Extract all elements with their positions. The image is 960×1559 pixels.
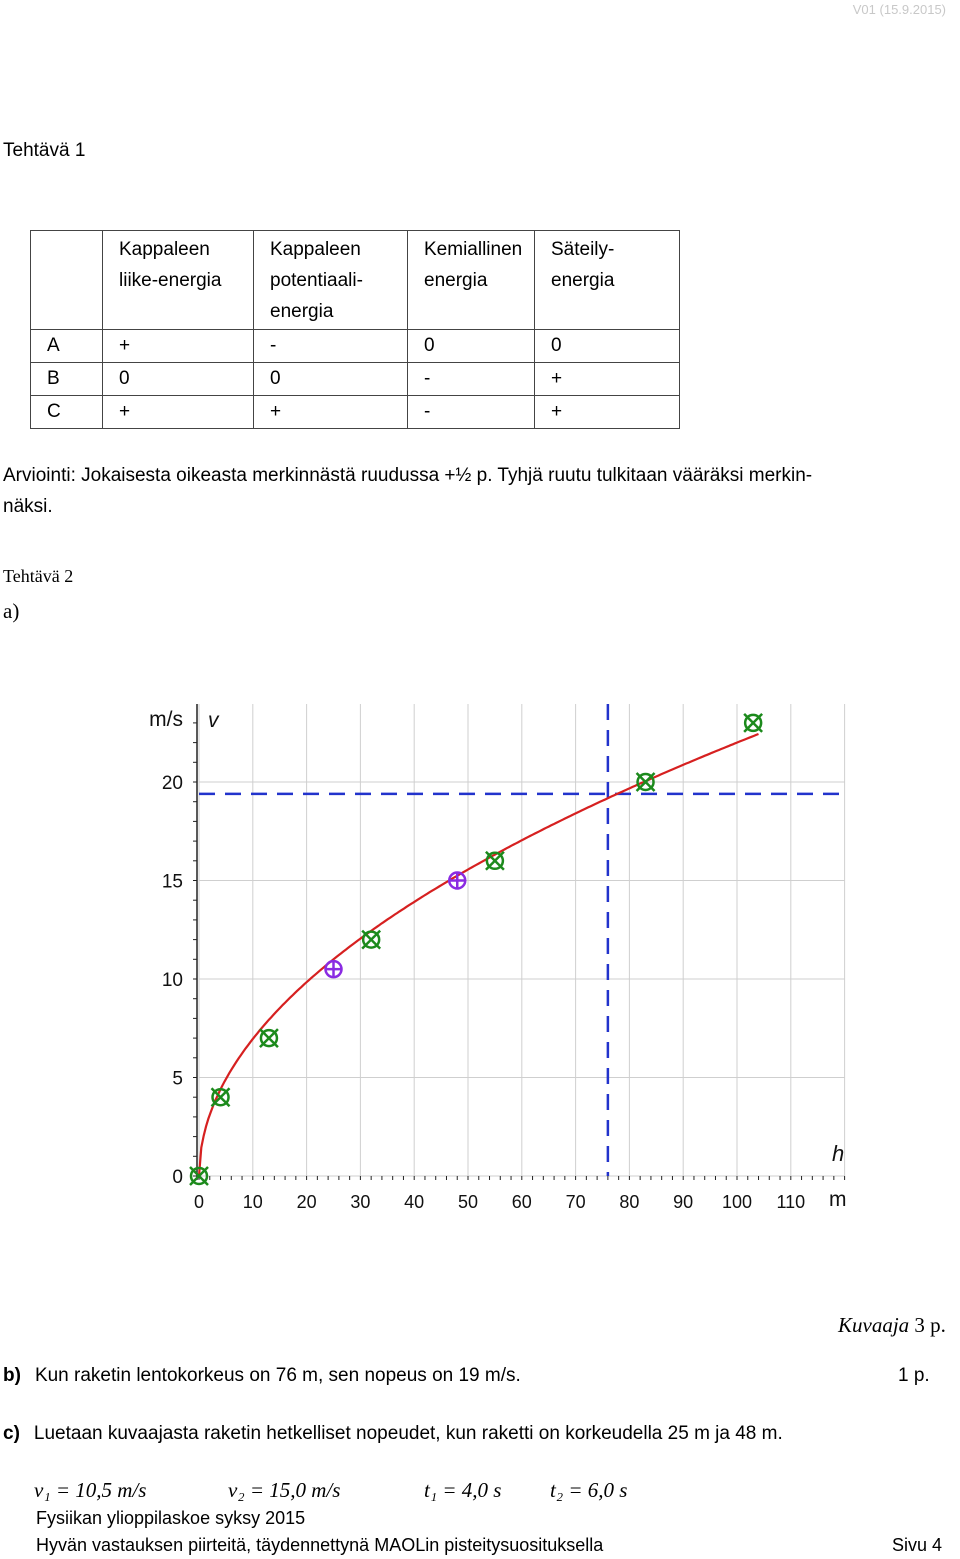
table-cell: - xyxy=(408,363,535,396)
header-line: energia xyxy=(270,301,334,322)
table-header-row xyxy=(31,231,680,330)
header-line: energia xyxy=(424,270,488,291)
header-line: energia xyxy=(551,270,615,291)
table-cell: C xyxy=(31,396,103,429)
table-row xyxy=(31,396,680,429)
table-row xyxy=(31,330,680,363)
grading-note xyxy=(3,460,958,522)
part-b-text: Kun raketin lentokorkeus on 76 m, sen nopeus on 19 m/s. xyxy=(34,1365,521,1386)
graph-points-value: 3 p. xyxy=(909,1313,946,1337)
table-cell: + xyxy=(535,396,680,429)
table-cell: + xyxy=(254,396,408,429)
answer-t2: t₂ = 6,0 s xyxy=(550,1478,628,1502)
table-cell: 0 xyxy=(535,330,680,363)
table-cell: 0 xyxy=(408,330,535,363)
part-b-points: 1 p. xyxy=(898,1365,930,1386)
x-variable-label: h xyxy=(832,1141,845,1166)
table-cell: 0 xyxy=(103,363,254,396)
answer-t1: t₁ = 4,0 s xyxy=(424,1478,502,1502)
table-cell: - xyxy=(408,396,535,429)
velocity-height-chart xyxy=(0,690,960,1250)
x-unit-label: m xyxy=(829,1188,847,1211)
x-tick-label: 0 xyxy=(193,1192,205,1212)
measured-point xyxy=(362,931,380,949)
x-tick-label: 40 xyxy=(404,1192,425,1212)
header-line: Kappaleen xyxy=(119,239,210,260)
x-tick-label: 60 xyxy=(511,1192,532,1212)
table-cell: + xyxy=(535,363,680,396)
y-tick-label: 5 xyxy=(172,1068,183,1090)
y-tick-label: 20 xyxy=(161,773,183,794)
y-tick-label: 10 xyxy=(161,970,183,991)
energy-table xyxy=(30,230,680,429)
part-b xyxy=(3,1365,521,1387)
y-tick-label: 0 xyxy=(172,1167,183,1188)
part-c xyxy=(3,1423,783,1445)
version-label: V01 (15.9.2015) xyxy=(852,2,946,17)
x-tick-label: 70 xyxy=(565,1192,586,1212)
table-cell: B xyxy=(31,363,103,396)
header-line: liike-energia xyxy=(119,270,222,291)
x-tick-label: 30 xyxy=(350,1192,371,1212)
grading-line: näksi. xyxy=(3,496,53,517)
grading-line: Arviointi: Jokaisesta oikeasta merkinnästä ruudussa +½ p. Tyhjä ruutu tulkitaan vääräksi merkin- xyxy=(3,465,813,486)
x-tick-label: 110 xyxy=(776,1192,806,1212)
x-tick-label: 100 xyxy=(721,1192,753,1212)
part-c-label: c) xyxy=(3,1423,20,1444)
part-a-label: a) xyxy=(3,599,20,623)
answer-v1: v₁ = 10,5 m/s xyxy=(34,1478,147,1502)
table-cell: A xyxy=(31,330,103,363)
read-point xyxy=(449,873,465,889)
part-c-text: Luetaan kuvaajasta raketin hetkelliset nopeudet, kun raketti on korkeudella 25 m ja 48 m. xyxy=(33,1423,783,1444)
graph-points xyxy=(838,1313,946,1338)
x-tick-label: 90 xyxy=(673,1192,694,1212)
table-cell: - xyxy=(254,330,408,363)
y-variable-label: v xyxy=(208,709,219,732)
answer-v2: v₂ = 15,0 m/s xyxy=(228,1478,341,1502)
y-tick-label: 15 xyxy=(161,871,183,893)
fit-curve xyxy=(199,734,759,1176)
x-tick-label: 10 xyxy=(242,1192,263,1212)
graph-points-label: Kuvaaja xyxy=(838,1313,910,1337)
task1-title: Tehtävä 1 xyxy=(3,140,86,161)
read-point xyxy=(326,961,342,977)
table-header-cell xyxy=(254,231,408,330)
measured-point xyxy=(744,714,762,732)
footer-exam: Fysiikan ylioppilaskoe syksy 2015 xyxy=(36,1508,306,1528)
x-tick-label: 20 xyxy=(296,1192,317,1212)
table-row xyxy=(31,363,680,396)
footer-page: Sivu 4 xyxy=(892,1535,943,1555)
table-cell: 0 xyxy=(254,363,408,396)
table-cell: + xyxy=(103,396,254,429)
part-b-label: b) xyxy=(3,1365,21,1386)
header-line: Säteily- xyxy=(551,239,615,260)
table-header-cell xyxy=(31,231,103,330)
measured-point xyxy=(260,1029,278,1047)
table-header-cell xyxy=(408,231,535,330)
header-line: Kappaleen xyxy=(270,239,361,260)
x-tick-label: 50 xyxy=(457,1192,479,1212)
task2-title: Tehtävä 2 xyxy=(3,566,74,586)
table-cell: + xyxy=(103,330,254,363)
table-header-cell xyxy=(103,231,254,330)
y-unit-label: m/s xyxy=(149,708,183,731)
table-header-cell xyxy=(535,231,680,330)
footer-description: Hyvän vastauksen piirteitä, täydennettynä MAOLin pisteitysuosituksella xyxy=(36,1535,604,1555)
header-line: Kemiallinen xyxy=(424,239,523,260)
x-tick-label: 80 xyxy=(619,1192,640,1212)
header-line: potentiaali- xyxy=(270,270,363,291)
